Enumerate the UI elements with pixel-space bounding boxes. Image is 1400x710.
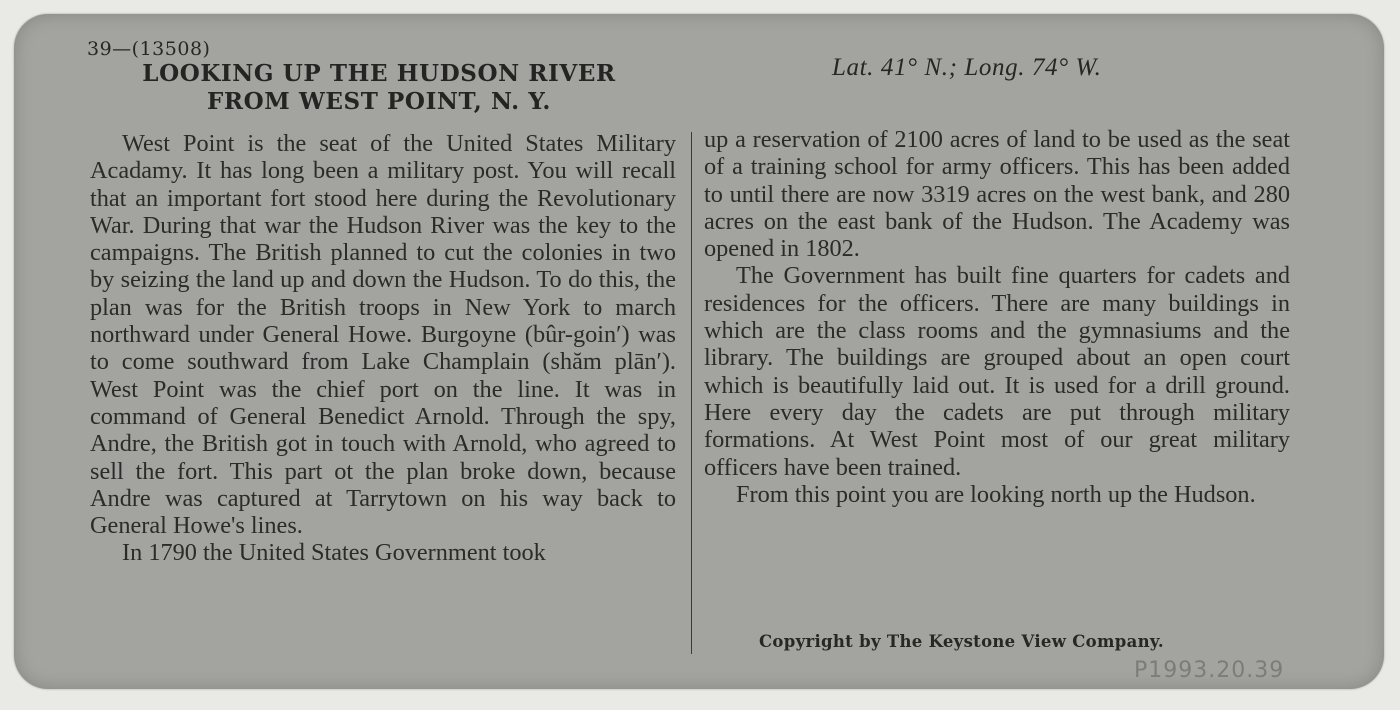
stereocard-back	[14, 14, 1384, 689]
lat-long-label: Lat. 41° N.; Long. 74° W.	[832, 54, 1102, 81]
right-text-column	[704, 126, 1290, 508]
left-paragraph-2: In 1790 the United States Government took	[122, 539, 546, 567]
right-paragraph-2: The Government has built fine quarters for cadets and residences for the officers. There are many buildings in which are the class rooms and the gymnasiums and the library. The buildings are grouped about an open court which is beautifully laid out. It is used for a drill ground. Here every day the cadets are put through military formations. At West Point most of our great military officers have been trained.	[704, 262, 1290, 481]
catalog-number: 39—(13508)	[87, 38, 211, 60]
card-title	[104, 60, 654, 116]
copyright-notice: Copyright by The Keystone View Company.	[759, 632, 1164, 651]
title-line-2: FROM WEST POINT, N. Y.	[207, 88, 551, 115]
accession-number: P1993.20.39	[1134, 658, 1285, 683]
right-paragraph-1: up a reservation of 2100 acres of land to be used as the seat of a training school for army officers. This has been added to until there are now 3319 acres on the west bank, and 280 acres on the east bank of the Hudson. The Academy was opened in 1802.	[704, 126, 1290, 263]
title-line-1: LOOKING UP THE HUDSON RIVER	[142, 60, 616, 87]
column-divider	[691, 132, 692, 654]
left-paragraph-1: West Point is the seat of the United States Military Acadamy. It has long been a military post. You will recall that an important fort stood here during the Revolutionary War. During that war the Hudson River was the key to the campaigns. The British planned to cut the colonies in two by seizing the land up and down the Hudson. To do this, the plan was for the British troops in New York to march northward under General Howe. Burgoyne (bûr-goin′) was to come southward from Lake Champlain (shăm plān′). West Point was the chief port on the line. It was in command of General Benedict Arnold. Through the spy, Andre, the British got in touch with Arnold, who agreed to sell the fort. This part ot the plan broke down, because Andre was captured at Tarrytown on his way back to General Howe's lines.	[90, 130, 676, 540]
right-paragraph-3: From this point you are looking north up the Hudson.	[736, 480, 1256, 508]
left-text-column	[90, 130, 676, 567]
